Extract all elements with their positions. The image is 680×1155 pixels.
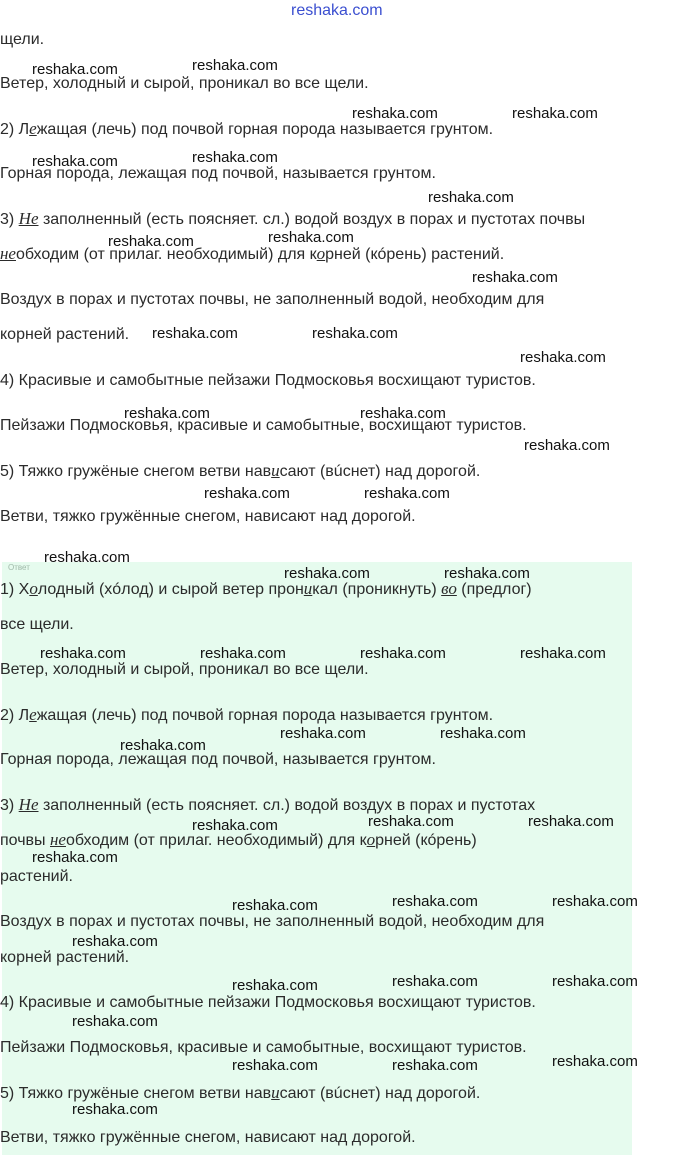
answer-line: все щели. bbox=[0, 616, 74, 633]
watermark: reshaka.com bbox=[364, 485, 450, 502]
text-line: необходим (от прилаг. необходимый) для корней (кóрень) растений. bbox=[0, 244, 505, 263]
answer-line: корней растений. bbox=[0, 949, 130, 966]
answer-line: 3) Не заполненный (есть поясняет. сл.) водой воздух в порах и пустотах bbox=[0, 795, 536, 814]
watermark: reshaka.com bbox=[524, 437, 610, 454]
watermark: reshaka.com bbox=[192, 817, 278, 834]
watermark: reshaka.com bbox=[552, 973, 638, 990]
answer-line: 2) Лежащая (лечь) под почвой горная порода называется грунтом. bbox=[0, 705, 494, 724]
text-line: Воздух в порах и пустотах почвы, не заполненный водой, необходим для bbox=[0, 291, 545, 308]
text-line: 5) Тяжко гружёные снегом ветви нависают (вúснет) над дорогой. bbox=[0, 461, 481, 480]
watermark: reshaka.com bbox=[312, 325, 398, 342]
answer-label: Ответ bbox=[8, 563, 30, 572]
watermark: reshaka.com bbox=[40, 645, 126, 662]
watermark: reshaka.com bbox=[520, 645, 606, 662]
answer-line: 4) Красивые и самобытные пейзажи Подмосковья восхищают туристов. bbox=[0, 994, 536, 1011]
text-line: 4) Красивые и самобытные пейзажи Подмосковья восхищают туристов. bbox=[0, 372, 536, 389]
watermark: reshaka.com bbox=[392, 973, 478, 990]
watermark: reshaka.com bbox=[44, 549, 130, 566]
watermark: reshaka.com bbox=[120, 737, 206, 754]
answer-line: Горная порода, лежащая под почвой, называется грунтом. bbox=[0, 751, 436, 768]
text-line: Ветер, холодный и сырой, проникал во все щели. bbox=[0, 75, 369, 92]
watermark: reshaka.com bbox=[520, 349, 606, 366]
text-line: Ветви, тяжко гружённые снегом, нависают над дорогой. bbox=[0, 508, 416, 525]
watermark: reshaka.com bbox=[32, 61, 118, 78]
watermark: reshaka.com bbox=[232, 897, 318, 914]
watermark: reshaka.com bbox=[360, 645, 446, 662]
watermark: reshaka.com bbox=[280, 725, 366, 742]
answer-line: почвы необходим (от прилаг. необходимый) для корней (кóрень) bbox=[0, 830, 477, 849]
watermark: reshaka.com bbox=[200, 645, 286, 662]
answer-line: Ветви, тяжко гружённые снегом, нависают над дорогой. bbox=[0, 1129, 416, 1146]
watermark: reshaka.com bbox=[444, 565, 530, 582]
answer-line: Воздух в порах и пустотах почвы, не заполненный водой, необходим для bbox=[0, 913, 545, 930]
watermark: reshaka.com bbox=[360, 405, 446, 422]
watermark: reshaka.com bbox=[32, 153, 118, 170]
site-watermark-top[interactable]: reshaka.com bbox=[291, 2, 383, 19]
watermark: reshaka.com bbox=[512, 105, 598, 122]
watermark: reshaka.com bbox=[284, 565, 370, 582]
watermark: reshaka.com bbox=[72, 1101, 158, 1118]
watermark: reshaka.com bbox=[32, 849, 118, 866]
text-line: 3) Не заполненный (есть поясняет. сл.) водой воздух в порах и пустотах почвы bbox=[0, 209, 586, 228]
watermark: reshaka.com bbox=[72, 1013, 158, 1030]
watermark: reshaka.com bbox=[528, 813, 614, 830]
text-line: 2) Лежащая (лечь) под почвой горная порода называется грунтом. bbox=[0, 119, 494, 138]
text-line: щели. bbox=[0, 31, 45, 48]
answer-line: растений. bbox=[0, 868, 73, 885]
text-line: Пейзажи Подмосковья, красивые и самобытные, восхищают туристов. bbox=[0, 417, 527, 434]
watermark: reshaka.com bbox=[152, 325, 238, 342]
watermark: reshaka.com bbox=[392, 1057, 478, 1074]
watermark: reshaka.com bbox=[232, 977, 318, 994]
text-line: корней растений. bbox=[0, 326, 130, 343]
watermark: reshaka.com bbox=[268, 229, 354, 246]
watermark: reshaka.com bbox=[124, 405, 210, 422]
watermark: reshaka.com bbox=[440, 725, 526, 742]
answer-line: 1) Холодный (хóлод) и сырой ветер проникал (проникнуть) во (предлог) bbox=[0, 579, 532, 598]
watermark: reshaka.com bbox=[192, 57, 278, 74]
watermark: reshaka.com bbox=[108, 233, 194, 250]
watermark: reshaka.com bbox=[552, 893, 638, 910]
watermark: reshaka.com bbox=[552, 1053, 638, 1070]
answer-line: Пейзажи Подмосковья, красивые и самобытные, восхищают туристов. bbox=[0, 1039, 527, 1056]
watermark: reshaka.com bbox=[392, 893, 478, 910]
answer-line: Ветер, холодный и сырой, проникал во все щели. bbox=[0, 661, 369, 678]
answer-line: 5) Тяжко гружёные снегом ветви нависают (вúснет) над дорогой. bbox=[0, 1083, 481, 1102]
watermark: reshaka.com bbox=[204, 485, 290, 502]
watermark: reshaka.com bbox=[192, 149, 278, 166]
watermark: reshaka.com bbox=[368, 813, 454, 830]
watermark: reshaka.com bbox=[72, 933, 158, 950]
watermark: reshaka.com bbox=[352, 105, 438, 122]
watermark: reshaka.com bbox=[428, 189, 514, 206]
watermark: reshaka.com bbox=[472, 269, 558, 286]
watermark: reshaka.com bbox=[232, 1057, 318, 1074]
text-line: Горная порода, лежащая под почвой, называется грунтом. bbox=[0, 165, 436, 182]
